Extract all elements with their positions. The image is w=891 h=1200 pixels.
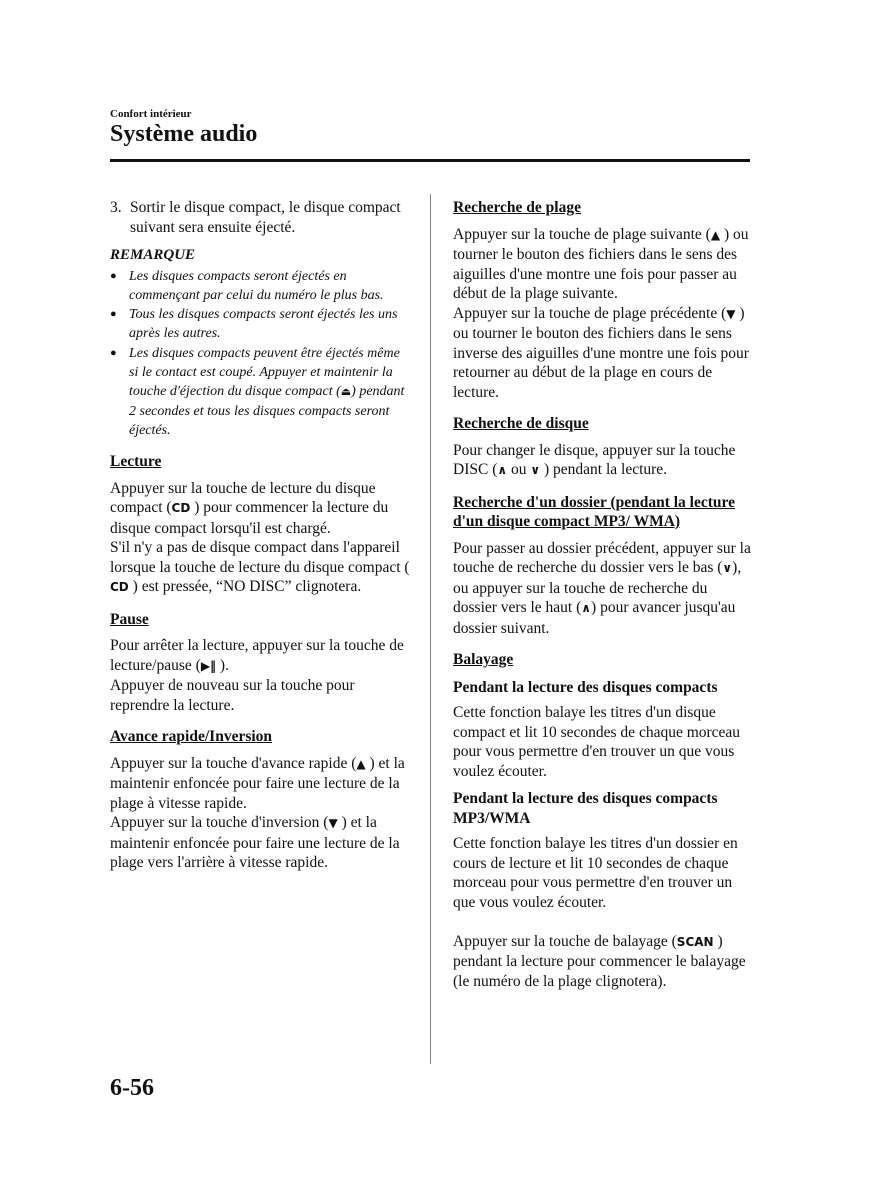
- cd-button-icon: CD: [110, 580, 129, 595]
- plage-paragraph: [453, 304, 751, 403]
- step-text: Sortir le disque compact, le disque compact suivant sera ensuite éjecté.: [130, 199, 401, 236]
- bullet-icon: ●: [110, 346, 117, 359]
- subheading-cd: Pendant la lecture des disques compacts: [453, 678, 718, 696]
- bullet-icon: ●: [110, 269, 117, 282]
- pause-paragraph: [110, 636, 410, 676]
- heading-pause: Pause: [110, 610, 149, 628]
- text-part: ) est pressée, “NO DISC” clignotera.: [132, 578, 362, 596]
- avance-paragraph: [110, 813, 410, 873]
- text-part: Pour arrêter la lecture, appuyer sur la touche de lecture/pause (: [110, 637, 404, 674]
- dossier-paragraph: [453, 539, 751, 639]
- text-part: ou: [510, 461, 527, 478]
- text-part: S'il n'y a pas de disque compact dans l'appareil lorsque la touche de lecture du disque compact (: [110, 539, 410, 576]
- disque-paragraph: [453, 441, 751, 481]
- step-3: [110, 198, 410, 237]
- text-part: ).: [219, 656, 229, 674]
- text-part: ) pour avancer jusqu'au dossier suivant.: [453, 599, 736, 637]
- right-column: [453, 198, 751, 991]
- page-title: Système audio: [110, 121, 258, 147]
- text-part: Appuyer sur la touche de balayage (: [453, 932, 677, 950]
- section-label: Confort intérieur: [110, 108, 192, 120]
- heading-balayage: Balayage: [453, 651, 514, 668]
- note-list: [110, 267, 410, 441]
- heading-lecture: Lecture: [110, 453, 162, 471]
- note-item: [110, 267, 410, 306]
- heading-recherche-disque: Recherche de disque: [453, 415, 589, 432]
- chevron-down-icon: ∨: [530, 463, 541, 477]
- cd-button-icon: CD: [171, 501, 191, 516]
- note-item: [110, 344, 410, 440]
- step-number: 3.: [110, 199, 122, 216]
- heading-avance: Avance rapide/Inversion: [110, 728, 273, 746]
- title-rule: [110, 159, 750, 162]
- text-part: Appuyer sur la touche de lecture du disque compact (: [110, 479, 376, 517]
- text-part: ) pendant la lecture.: [543, 461, 668, 478]
- text-part: Appuyer sur la touche de plage précédente (: [453, 304, 727, 322]
- note-item-text-part: ) pendant 2 secondes et tous les disques compacts seront éjectés.: [129, 384, 405, 438]
- plage-paragraph: [453, 225, 751, 304]
- subheading-mp3: Pendant la lecture des disques compacts MP3/WMA: [453, 790, 718, 827]
- note-item-text-part: Les disques compacts peuvent être éjectés même si le contact est coupé. Appuyer et maintenir la touche d'éjection du disque compact (: [129, 345, 400, 400]
- text-part: Pour changer le disque, appuyer sur la touche DISC (: [453, 441, 736, 478]
- down-triangle-icon: ▼: [328, 816, 338, 831]
- note-heading: REMARQUE: [110, 247, 196, 263]
- balayage-paragraph: Cette fonction balaye les titres d'un dossier en cours de lecture et lit 10 secondes de chaque morceau pour vous permettre d'en trouver un que vous voulez écouter.: [453, 835, 738, 911]
- eject-icon: ⏏: [340, 385, 352, 399]
- avance-paragraph: [110, 754, 410, 814]
- text-part: ) et la maintenir enfoncée pour faire une lecture de la plage à vitesse rapide.: [110, 754, 405, 812]
- text-part: ) pour commencer la lecture du disque compact lorsqu'il est chargé.: [110, 499, 389, 537]
- column-divider: [430, 194, 431, 1064]
- note-item: [110, 305, 410, 344]
- text-part: Appuyer sur la touche de plage suivante (: [453, 225, 711, 243]
- note-item-text: Les disques compacts seront éjectés en commençant par celui du numéro le plus bas.: [129, 268, 384, 303]
- balayage-paragraph: [453, 932, 751, 992]
- text-part: ) et la maintenir enfoncée pour faire une lecture de la plage vers l'arrière à vitesse rapide.: [110, 814, 400, 872]
- chevron-up-icon: ∧: [497, 463, 508, 477]
- up-triangle-icon: ▲: [356, 756, 366, 771]
- text-part: ) pendant la lecture pour commencer le balayage (le numéro de la plage clignotera).: [453, 932, 746, 990]
- bullet-icon: ●: [110, 308, 117, 321]
- text-part: Pour passer au dossier précédent, appuyer sur la touche de recherche du dossier vers le bas (: [453, 539, 751, 576]
- page-number: 6-56: [110, 1075, 154, 1101]
- chevron-up-icon: ∧: [581, 601, 592, 615]
- note-item-text: [129, 344, 410, 440]
- text-part: ) ou tourner le bouton des fichiers dans le sens des aiguilles d'une montre une fois pour passer au début de la plage suivante.: [453, 225, 749, 302]
- lecture-paragraph: [110, 538, 410, 598]
- pause-paragraph: Appuyer de nouveau sur la touche pour reprendre la lecture.: [110, 677, 355, 714]
- note-item-text: Tous les disques compacts seront éjectés les uns après les autres.: [129, 307, 398, 342]
- up-triangle-icon: ▲: [710, 227, 721, 242]
- text-part: ), ou appuyer sur la touche de recherche du dossier vers le haut (: [453, 559, 742, 616]
- play-pause-icon: ▶‖: [200, 658, 217, 673]
- balayage-paragraph: Cette fonction balaye les titres d'un disque compact et lit 10 secondes de chaque morceau pour vous permettre d'en trouver un que vous voulez écouter.: [453, 704, 741, 780]
- heading-recherche-plage: Recherche de plage: [453, 199, 581, 216]
- scan-button-icon: SCAN: [676, 934, 714, 949]
- spacer: [453, 912, 751, 932]
- text-part: Appuyer sur la touche d'avance rapide (: [110, 754, 357, 772]
- lecture-paragraph: [110, 479, 410, 539]
- chevron-down-icon: ∨: [722, 561, 733, 575]
- left-column: [110, 198, 410, 873]
- text-part: Appuyer sur la touche d'inversion (: [110, 814, 329, 832]
- heading-recherche-dossier: Recherche d'un dossier (pendant la lecture d'un disque compact MP3/ WMA): [453, 493, 736, 530]
- text-part: ) ou tourner le bouton des fichiers dans le sens inverse des aiguilles d'une montre une fois pour retourner au début de la plage en cours de lecture.: [453, 304, 749, 401]
- down-triangle-icon: ▼: [726, 306, 736, 321]
